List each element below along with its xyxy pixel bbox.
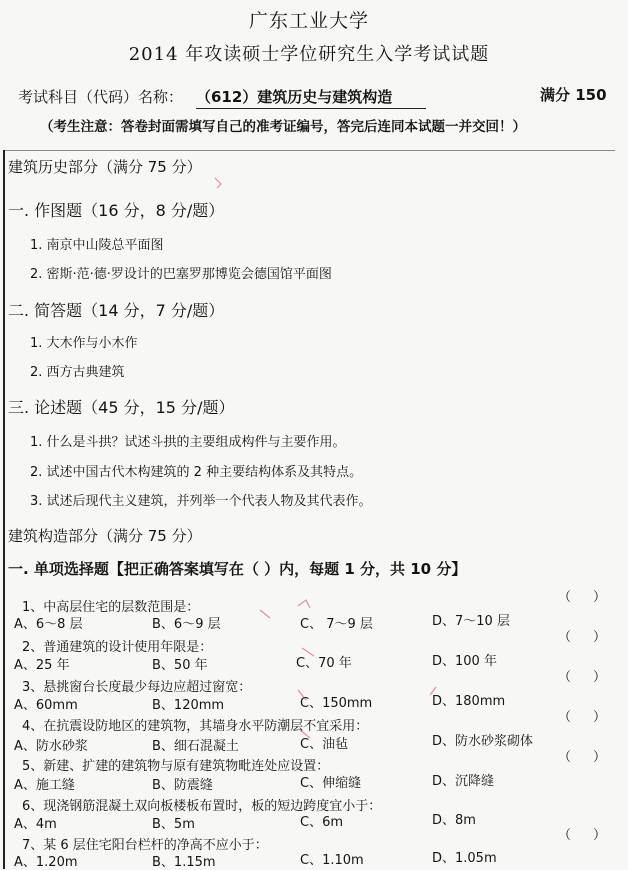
answer-blank: （） — [558, 670, 628, 685]
list-item: 2. 密斯·范·德·罗设计的巴塞罗那博览会德国馆平面图 — [30, 267, 332, 282]
page-border-top — [3, 150, 615, 151]
option: A、25 年 — [14, 658, 70, 673]
option: B、6～9 层 — [152, 617, 221, 632]
option: A、6～8 层 — [14, 617, 83, 632]
part1-title: 建筑历史部分（满分 75 分） — [8, 158, 202, 176]
option: D、180mm — [432, 694, 506, 709]
candidate-notice: （考生注意：答卷封面需填写自己的准考证编号，答完后连同本试题一并交回！） — [40, 119, 526, 135]
option: B、防震缝 — [152, 778, 213, 793]
list-item: 2. 西方古典建筑 — [30, 365, 125, 380]
list-item: 2. 试述中国古代木构建筑的 2 种主要结构体系及其特点。 — [30, 465, 363, 480]
option: C、伸缩缝 — [300, 776, 362, 791]
option: C、70 年 — [296, 656, 352, 671]
option: C、油毡 — [300, 737, 349, 752]
section-essay-heading: 三. 论述题（45 分，15 分/题） — [8, 398, 235, 417]
section-short-answer-heading: 二. 简答题（14 分，7 分/题） — [8, 301, 225, 320]
option: D、8m — [432, 813, 476, 828]
option: A、60mm — [14, 698, 78, 713]
option: D、沉降缝 — [432, 774, 495, 789]
option: B、120mm — [152, 698, 225, 713]
question: 7、某 6 层住宅阳台栏杆的净高不应小于： — [22, 838, 268, 853]
part2-title: 建筑构造部分（满分 75 分） — [8, 527, 202, 545]
option: D、防水砂浆砌体 — [432, 734, 534, 749]
question: 1、中高层住宅的层数范围是： — [22, 600, 200, 615]
question: 5、新建、扩建的建筑物与原有建筑物毗连处应设置： — [22, 759, 330, 774]
option: D、7～10 层 — [432, 614, 510, 629]
answer-blank: （） — [558, 828, 628, 843]
exam-title: 2014 年攻读硕士学位研究生入学考试试题 — [128, 44, 490, 65]
list-item: 3. 试述后现代主义建筑，并列举一个代表人物及其代表作。 — [30, 494, 372, 509]
answer-blank: （） — [558, 710, 628, 725]
answer-blank: （） — [558, 630, 628, 645]
subject-label: 考试科目（代码）名称： — [18, 88, 184, 106]
subject-value: （612）建筑历史与建筑构造 — [196, 86, 426, 109]
question: 4、在抗震设防地区的建筑物，其墙身水平防潮层不宜采用： — [22, 719, 369, 734]
full-score: 满分 150 — [540, 86, 607, 104]
list-item: 1. 南京中山陵总平面图 — [30, 238, 164, 253]
question: 3、悬挑窗台长度最少每边应超过窗宽： — [22, 680, 252, 695]
option: C、150mm — [300, 696, 373, 711]
question: 6、现浇钢筋混凝土双向板楼板布置时，板的短边跨度宜小于： — [22, 799, 382, 814]
option: C、6m — [300, 815, 344, 830]
answer-blank: （） — [558, 750, 628, 765]
option: B、1.15m — [152, 855, 216, 870]
question: 2、普通建筑的设计使用年限是： — [22, 640, 213, 655]
option: D、100 年 — [432, 654, 497, 669]
option: A、4m — [14, 817, 57, 832]
option: A、防水砂浆 — [14, 739, 88, 754]
option: C、 7～9 层 — [300, 617, 373, 632]
option: C、1.10m — [300, 853, 364, 868]
list-item: 1. 什么是斗拱？试述斗拱的主要组成构件与主要作用。 — [30, 435, 346, 450]
option: B、5m — [152, 817, 195, 832]
section-choice-heading: 一. 单项选择题【把正确答案填写在（ ）内，每题 1 分，共 10 分】 — [8, 560, 467, 578]
option: B、细石混凝土 — [152, 739, 239, 754]
section-drawing-heading: 一. 作图题（16 分，8 分/题） — [8, 201, 225, 220]
option: B、50 年 — [152, 658, 208, 673]
answer-blank: （） — [558, 590, 628, 605]
option: A、施工缝 — [14, 778, 75, 793]
option: A、1.20m — [14, 855, 78, 870]
university-name: 广东工业大学 — [248, 10, 369, 32]
option: D、1.05m — [432, 851, 497, 866]
page-border-left — [3, 150, 5, 869]
list-item: 1. 大木作与小木作 — [30, 336, 138, 351]
